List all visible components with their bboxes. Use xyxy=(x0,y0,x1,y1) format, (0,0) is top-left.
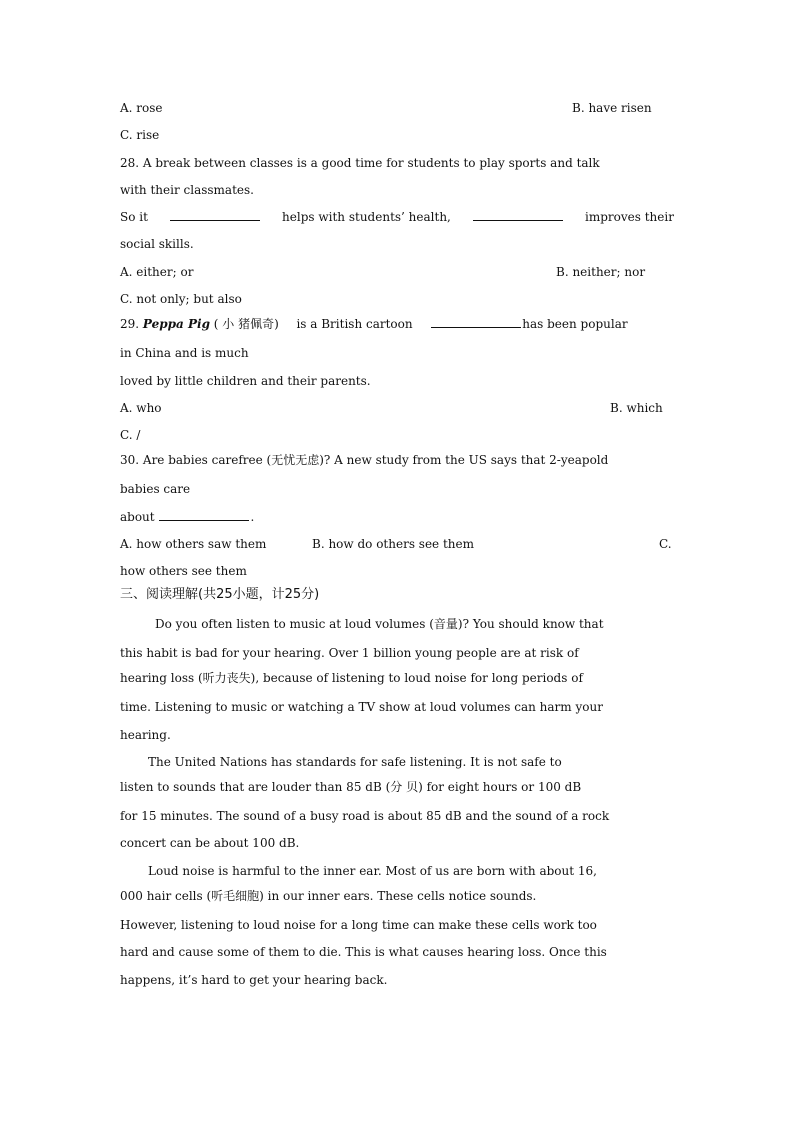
q28-option-b: B. neither; nor xyxy=(556,265,646,279)
q29-option-c: C. / xyxy=(120,428,141,442)
q28-stem-line-2: with their classmates. xyxy=(120,183,254,197)
q29-stem-line-1 xyxy=(120,316,674,332)
passage-p1-line-1: Do you often listen to music at loud volumes (音量)? You should know that xyxy=(155,617,604,631)
passage-p1-line-2: this habit is bad for your hearing. Over 1 billion young people are at risk of xyxy=(120,646,579,660)
passage-p3-line-4: hard and cause some of them to die. This is what causes hearing loss. Once this xyxy=(120,945,607,959)
passage-p2-line-3: for 15 minutes. The sound of a busy road is about 85 dB and the sound of a rock xyxy=(120,809,610,823)
q30-stem-line-2: babies care xyxy=(120,482,191,496)
q27-option-a: A. rose xyxy=(120,101,163,115)
q28-option-a: A. either; or xyxy=(120,265,194,279)
passage-p2-line-1: The United Nations has standards for safe listening. It is not safe to xyxy=(148,755,562,769)
q27-option-b: B. have risen xyxy=(572,101,652,115)
passage-p2-line-2: listen to sounds that are louder than 85 dB (分 贝) for eight hours or 100 dB xyxy=(120,780,582,794)
q29-stem-line-3: loved by little children and their parents. xyxy=(120,374,371,388)
passage-p3-line-5: happens, it’s hard to get your hearing back. xyxy=(120,973,388,987)
q29-stem-line-2: in China and is much xyxy=(120,346,249,360)
q30-option-b: B. how do others see them xyxy=(312,537,474,551)
section-title: 三、阅读理解(共25小题，计25分) xyxy=(120,587,320,602)
q30-stem-part-a: about xyxy=(120,510,155,524)
q30-option-c-text: how others see them xyxy=(120,564,247,578)
q29-number: 29. xyxy=(120,317,140,331)
q28-option-c: C. not only; but also xyxy=(120,292,242,306)
q28-stem-line-3 xyxy=(120,209,674,225)
passage-p1-line-4: time. Listening to music or watching a TV show at loud volumes can harm your xyxy=(120,700,603,714)
q29-stem-part-b: has been popular xyxy=(522,317,628,331)
q28-stem-line-4: social skills. xyxy=(120,237,194,251)
q29-blank xyxy=(431,316,521,328)
q29-option-a: A. who xyxy=(120,401,162,415)
passage-p1-line-3: hearing loss (听力丧失), because of listening to loud noise for long periods of xyxy=(120,671,583,685)
q30-option-c-label: C. xyxy=(659,537,672,551)
q30-blank xyxy=(159,509,249,521)
passage-p3-line-3: However, listening to loud noise for a long time can make these cells work too xyxy=(120,918,597,932)
passage-p3-line-2: 000 hair cells (听毛细胞) in our inner ears. These cells notice sounds. xyxy=(120,889,537,903)
q29-option-b: B. which xyxy=(610,401,663,415)
q28-blank-1 xyxy=(170,209,260,221)
q30-stem-line-1: 30. Are babies carefree (无忧无虑)? A new study from the US says that 2-yeapold xyxy=(120,453,609,467)
q30-stem-line-3 xyxy=(120,509,674,525)
passage-p2-line-4: concert can be about 100 dB. xyxy=(120,836,300,850)
q29-stem-part-a: is a British cartoon xyxy=(296,317,413,331)
passage-p1-line-5: hearing. xyxy=(120,728,171,742)
q28-stem-part-b: helps with students’ health, xyxy=(282,210,451,224)
q30-option-a: A. how others saw them xyxy=(120,537,267,551)
q28-blank-2 xyxy=(473,209,563,221)
q28-stem-line-1: 28. A break between classes is a good time for students to play sports and talk xyxy=(120,156,600,170)
q29-chinese-note: ( 小 猪佩奇) xyxy=(213,317,279,331)
q29-title: Peppa Pig xyxy=(142,317,210,331)
q27-option-c: C. rise xyxy=(120,128,160,142)
q30-stem-part-b: . xyxy=(250,510,255,524)
q28-stem-part-c: improves their xyxy=(585,210,674,224)
passage-p3-line-1: Loud noise is harmful to the inner ear. Most of us are born with about 16, xyxy=(148,864,597,878)
q28-stem-part-a: So it xyxy=(120,210,148,224)
